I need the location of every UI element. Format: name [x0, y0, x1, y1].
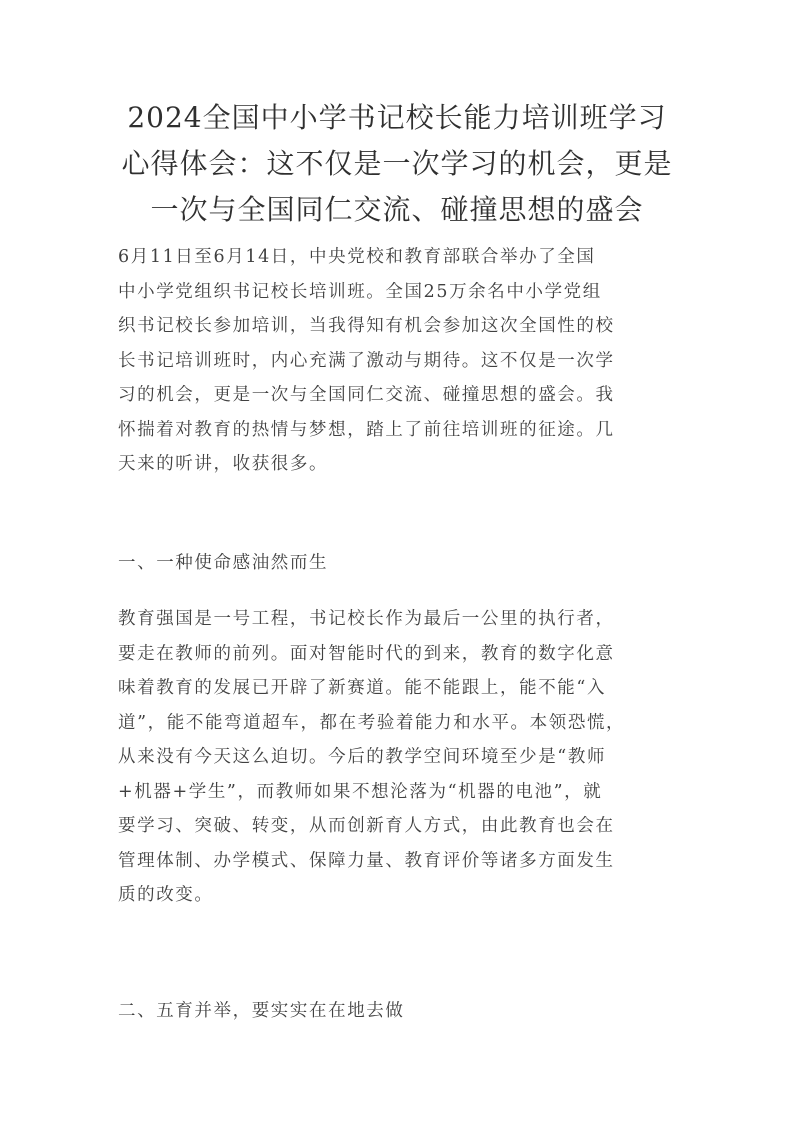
section-heading-1: 一、一种使命感油然而生: [118, 553, 329, 573]
paragraph-line: 天来的听讲，收获很多。: [118, 454, 329, 474]
paragraph-line: +机器+学生”，而教师如果不想沦落为“机器的电池”，就: [118, 781, 603, 802]
paragraph-line: 质的改变。: [118, 885, 214, 905]
paragraph-line: 织书记校长参加培训，当我得知有机会参加这次全国性的校: [118, 316, 615, 336]
paragraph-line: 教育强国是一号工程，书记校长作为最后一公里的执行者，: [118, 609, 615, 629]
title-line: 心得体会：这不仅是一次学习的机会，更是: [121, 147, 673, 180]
paragraph-line: 道”，能不能弯道超车，都在考验着能力和水平。本领恐慌，: [118, 712, 626, 733]
paragraph-line: 管理体制、办学模式、保障力量、教育评价等诸多方面发生: [118, 850, 615, 871]
title-line: 一次与全国同仁交流、碰撞思想的盛会: [150, 193, 644, 226]
section-heading-2: 二、五育并举，要实实在在地去做: [118, 1001, 405, 1021]
paragraph-line: 从来没有今天这么迫切。今后的教学空间环境至少是“教师: [118, 747, 607, 767]
paragraph-line: 6月11日至6月14日，中央党校和教育部联合举办了全国: [118, 247, 596, 267]
title-line: 2024全国中小学书记校长能力培训班学习: [127, 101, 667, 134]
paragraph-line: 习的机会，更是一次与全国同仁交流、碰撞思想的盛会。我: [118, 385, 615, 405]
section1-paragraph: [118, 602, 678, 913]
paragraph-line: 味着教育的发展已开辟了新赛道。能不能跟上，能不能“入: [118, 678, 607, 698]
intro-paragraph: [118, 240, 678, 482]
paragraph-line: 长书记培训班时，内心充满了激动与期待。这不仅是一次学: [118, 350, 615, 371]
paragraph-line: 要学习、突破、转变，从而创新育人方式，由此教育也会在: [118, 816, 615, 836]
paragraph-line: 要走在教师的前列。面对智能时代的到来，教育的数字化意: [118, 643, 615, 664]
paragraph-line: 怀揣着对教育的热情与梦想，踏上了前往培训班的征途。几: [118, 419, 615, 440]
document-title: [118, 95, 676, 233]
paragraph-line: 中小学党组织书记校长培训班。全国25万余名中小学党组: [118, 281, 602, 302]
